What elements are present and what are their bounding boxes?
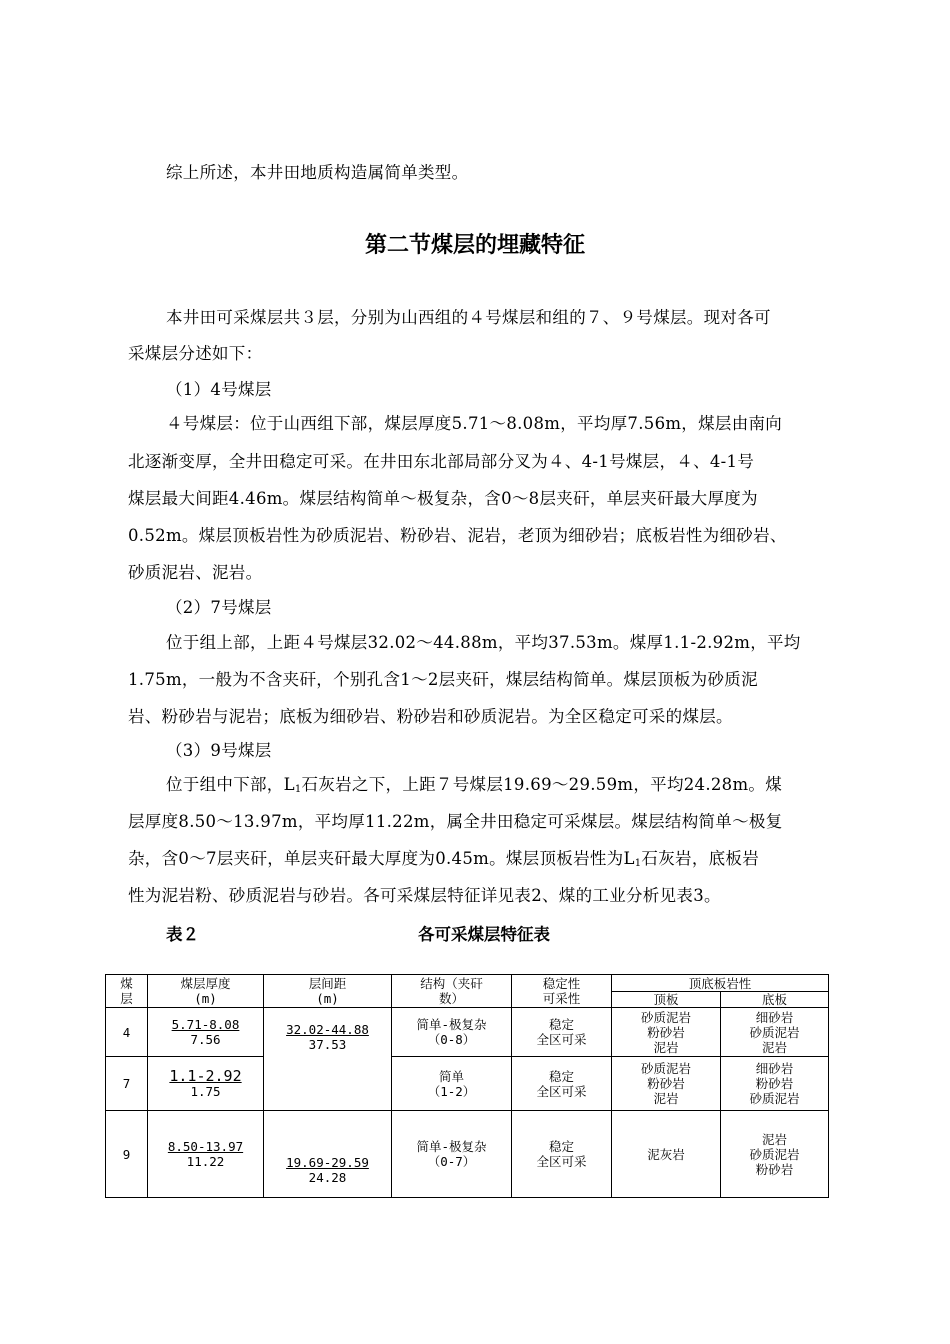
roof-cell: 泥灰岩 [612,1111,721,1198]
table-row [106,1057,829,1111]
paragraph-line: 本井田可采煤层共３层，分别为山西组的４号煤层和组的７、９号煤层。现对各可 [166,308,771,327]
seam-cell: 7 [106,1057,148,1111]
table-number: 表２ [166,925,199,944]
paragraph-line: 性为泥岩粉、砂质泥岩与砂岩。各可采煤层特征详见表2、煤的工业分析见表3。 [128,886,721,905]
table-row [106,1111,829,1198]
header-roof: 顶板 [612,992,721,1008]
thickness-cell: $\frac{5.71-8.08}{7.56}$ [148,1008,264,1057]
paragraph-line [166,775,782,800]
header-thickness: 煤层厚度 (m) [148,975,264,1008]
interval-cell: $\frac{19.69-29.59}{24.28}$ [264,1111,392,1198]
thickness-cell: $\frac{8.50-13.97}{11.22}$ [148,1111,264,1198]
subsection-heading: （1）4号煤层 [166,380,272,399]
stability-cell: 稳定 全区可采 [512,1057,612,1111]
paragraph-line: 位于组上部，上距４号煤层32.02～44.88m，平均37.53m。煤厚1.1-2.92m，平均 [166,633,801,652]
header-structure: 结构（夹矸 数） [392,975,512,1008]
header-seam: 煤 层 [106,975,148,1008]
section-title: 第二节煤层的埋藏特征 [364,233,585,258]
paragraph-line: 砂质泥岩、泥岩。 [128,563,263,582]
stability-cell: 稳定 全区可采 [512,1008,612,1057]
text-run: 石灰岩之下，上距７号煤层19.69～29.59m，平均24.28m。煤 [301,775,783,794]
paragraph-line: 岩、粉砂岩与泥岩；底板为细砂岩、粉砂岩和砂质泥岩。为全区稳定可采的煤层。 [128,707,733,726]
floor-cell: 泥岩 砂质泥岩 粉砂岩 [721,1111,829,1198]
floor-cell: 细砂岩 砂质泥岩 泥岩 [721,1008,829,1057]
table-row [106,1008,829,1057]
seam-cell: 9 [106,1111,148,1198]
subscript: 1 [634,858,642,869]
text-run: 杂，含0～7层夹矸，单层夹矸最大厚度为0.45m。煤层顶板岩性为L [128,849,635,868]
seam-cell: 4 [106,1008,148,1057]
roof-cell: 砂质泥岩 粉砂岩 泥岩 [612,1057,721,1111]
subsection-heading: （3）9号煤层 [166,741,272,760]
roof-cell: 砂质泥岩 粉砂岩 泥岩 [612,1008,721,1057]
header-interval: 层间距 (m) [264,975,392,1008]
subsection-heading: （2）7号煤层 [166,598,272,617]
paragraph-line: ４号煤层：位于山西组下部，煤层厚度5.71～8.08m，平均厚7.56m，煤层由南向 [166,414,783,433]
interval-cell: $\frac{32.02-44.88}{37.53}$ [264,1008,392,1111]
text-run: 位于组中下部，L [166,775,295,794]
structure-cell: 简单 （1-2） [392,1057,512,1111]
paragraph-line: 煤层最大间距4.46m。煤层结构简单～极复杂，含0～8层夹矸，单层夹矸最大厚度为 [128,489,758,508]
table-title: 各可采煤层特征表 [418,925,550,944]
header-stability: 稳定性 可采性 [512,975,612,1008]
header-floor: 底板 [721,992,829,1008]
header-rock: 顶底板岩性 [612,975,829,992]
stability-cell: 稳定 全区可采 [512,1111,612,1198]
subscript: 1 [294,784,302,795]
structure-cell: 简单-极复杂 （0-8） [392,1008,512,1057]
intro-line: 综上所述，本井田地质构造属简单类型。 [166,163,469,182]
coal-seam-table [105,974,829,1198]
paragraph-line: 1.75m，一般为不含夹矸，个别孔含1～2层夹矸，煤层结构简单。煤层顶板为砂质泥 [128,670,758,689]
structure-cell: 简单-极复杂 （0-7） [392,1111,512,1198]
paragraph-line: 采煤层分述如下： [128,344,263,363]
paragraph-line: 北逐渐变厚，全井田稳定可采。在井田东北部局部分叉为４、4-1号煤层，４、4-1号 [128,452,755,471]
thickness-cell: $\frac{1.1-2.92}{1.75}$ [148,1057,264,1111]
text-run: 石灰岩，底板岩 [641,849,760,868]
paragraph-line: 层厚度8.50～13.97m，平均厚11.22m，属全井田稳定可采煤层。煤层结构简单～极复 [128,812,783,831]
paragraph-line: 0.52m。煤层顶板岩性为砂质泥岩、粉砂岩、泥岩，老顶为细砂岩；底板岩性为细砂岩、 [128,526,787,545]
floor-cell: 细砂岩 粉砂岩 砂质泥岩 [721,1057,829,1111]
paragraph-line [128,849,759,874]
